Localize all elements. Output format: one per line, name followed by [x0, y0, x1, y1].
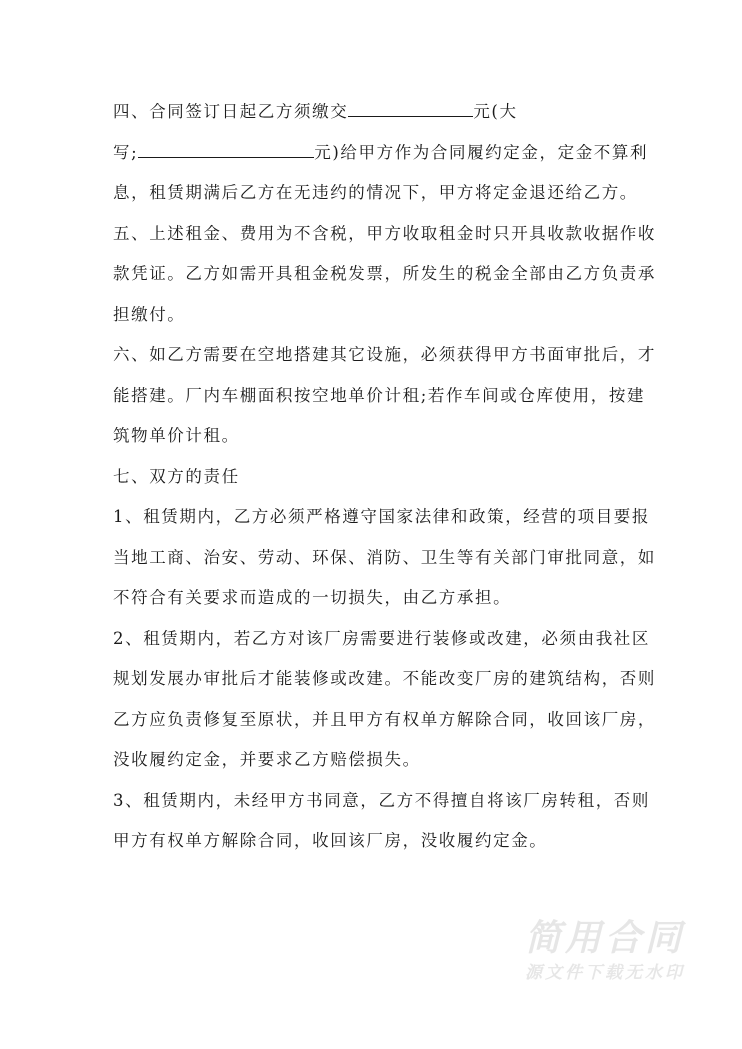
- fill-in-blank-amount[interactable]: [348, 102, 473, 117]
- clause-6-construction: [113, 335, 673, 457]
- clause-7-heading: [113, 457, 673, 498]
- text-line: 六、如乙方需要在空地搭建其它设施，必须获得甲方书面审批后，才: [113, 345, 656, 364]
- watermark-title: 简用合同: [524, 918, 685, 959]
- text-fragment: 元(大: [473, 102, 518, 121]
- text-line: 没收履约定金，并要求乙方赔偿损失。: [113, 750, 421, 769]
- text-line: 乙方应负责修复至原状，并且甲方有权单方解除合同，收回该厂房，: [113, 709, 656, 729]
- text-line: 能搭建。厂内车棚面积按空地单价计租;若作车间或仓库使用，按建: [113, 385, 646, 405]
- text-line: 3、租赁期内，未经甲方书同意，乙方不得擅自将该厂房转租，否则: [113, 790, 650, 810]
- text-line: 息，租赁期满后乙方在无违约的情况下，甲方将定金退还给乙方。: [113, 183, 638, 202]
- clause-7-1: [113, 497, 673, 619]
- watermark: [510, 918, 700, 986]
- text-line: [113, 133, 673, 174]
- text-line: 2、租赁期内，若乙方对该厂房需要进行装修或改建，必须由我社区: [113, 628, 650, 648]
- text-fragment: 元)给甲方作为合同履约定金，定金不算利: [314, 142, 649, 162]
- clause-5-tax: [113, 214, 673, 336]
- text-line: 款凭证。乙方如需开具租金税发票，所发生的税金全部由乙方负责承: [113, 264, 656, 283]
- fill-in-blank-amount-uppercase[interactable]: [138, 143, 314, 158]
- clause-7-3: [113, 781, 673, 862]
- text-line: [113, 92, 673, 133]
- clause-7-2: [113, 619, 673, 781]
- text-line: 甲方有权单方解除合同，收回该厂房，没收履约定金。: [113, 831, 548, 850]
- text-fragment: 四、合同签订日起乙方须缴交: [113, 102, 349, 121]
- text-line: 1、租赁期内，乙方必须严格遵守国家法律和政策，经营的项目要报: [113, 507, 650, 526]
- text-line: 筑物单价计租。: [113, 426, 240, 445]
- document-page: [113, 92, 673, 862]
- text-fragment: 写;: [113, 142, 139, 162]
- text-line: 当地工商、治安、劳动、环保、消防、卫生等有关部门审批同意，如: [113, 547, 656, 567]
- text-line: 担缴付。: [113, 304, 186, 324]
- section-heading: 七、双方的责任: [113, 466, 240, 486]
- watermark-subtitle: 源文件下载无水印: [525, 963, 685, 983]
- clause-4-deposit: [113, 92, 673, 214]
- text-line: 规划发展办审批后才能装修或改建。不能改变厂房的建筑结构，否则: [113, 669, 656, 688]
- text-line: 不符合有关要求而造成的一切损失，由乙方承担。: [113, 588, 512, 607]
- text-line: 五、上述租金、费用为不含税，甲方收取租金时只开具收款收据作收: [113, 223, 656, 243]
